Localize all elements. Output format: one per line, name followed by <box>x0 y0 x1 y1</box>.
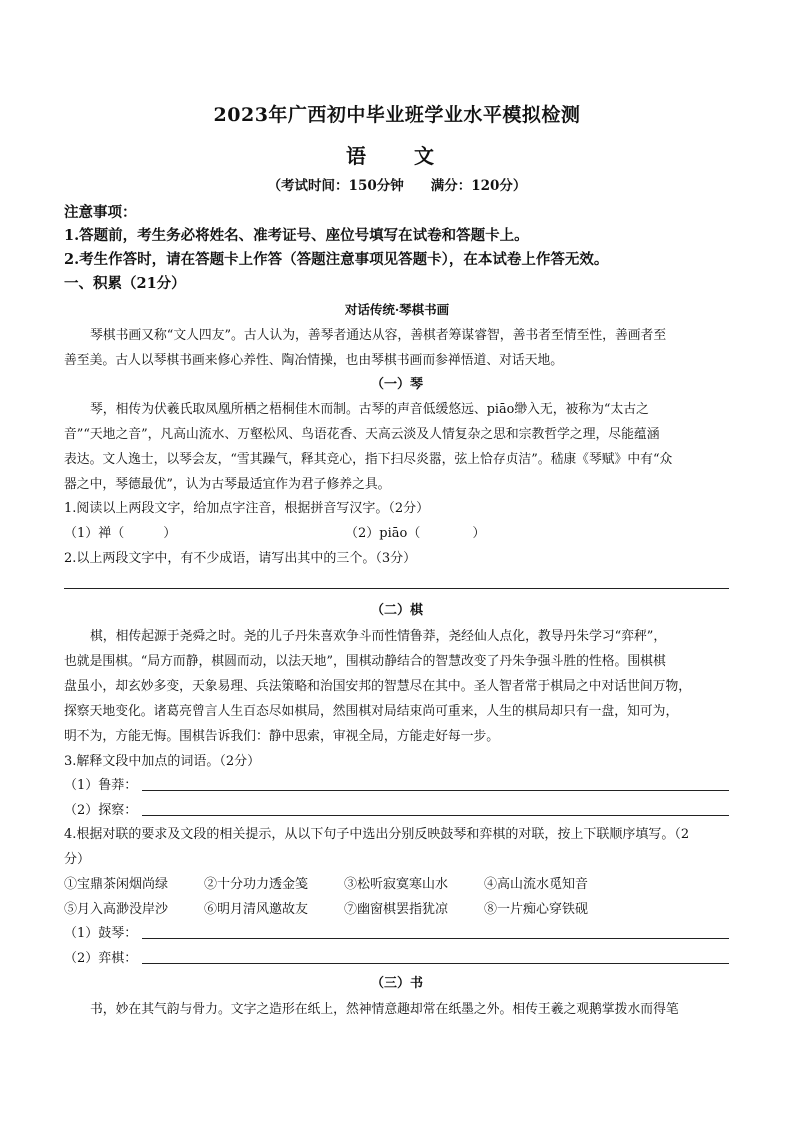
qi-text-line: 盘虽小，却玄妙多变，天象易理、兵法策略和治国安邦的智慧尽在其中。圣人智者常于棋局之中对话世间万物， <box>64 679 692 694</box>
article-title: 对话传统·琴棋书画 <box>344 302 450 317</box>
part-title-shu: （三）书 <box>370 976 423 991</box>
answer-line[interactable] <box>142 963 729 964</box>
question-4-b: （2）弈棋： <box>64 951 138 966</box>
part-title-qin: （一）琴 <box>370 377 423 392</box>
qi-text-line: 棋，相传起源于尧舜之时。尧的儿子丹朱喜欢争斗而性情鲁莽，尧经仙人点化，教导丹朱学习“弈秤”， <box>90 629 667 644</box>
qin-text-line: 琴，相传为伏羲氏取凤凰所栖之梧桐佳木而制。古琴的声音低缓悠远、piāo缈入无，被称为“太古之 <box>90 402 649 417</box>
answer-line[interactable] <box>142 815 729 816</box>
question-3: 3.解释文段中加点的词语。（2分） <box>64 754 261 769</box>
question-1-b: （2）piāo（ ） <box>345 526 486 541</box>
section-heading: 一、积累（21分） <box>64 275 186 292</box>
question-1-a: （1）禅（ ） <box>64 526 177 541</box>
notice-item: 1.答题前，考生务必将姓名、准考证号、座位号填写在试卷和答题卡上。 <box>64 227 529 244</box>
question-4: 4.根据对联的要求及文段的相关提示，从以下句子中选出分别反映鼓琴和弈棋的对联，按上下联顺序填写。（2 <box>64 827 690 842</box>
qin-text-line: 音”“天地之音”，凡高山流水、万壑松风、鸟语花香、天高云淡及人情复杂之思和宗教哲学之理，尽能蕴涵 <box>64 427 660 442</box>
couplet-option: ⑥明月清风邀故友 <box>204 902 309 917</box>
qi-text-line: 也就是围棋。“局方而静，棋圆而动，以法天地”，围棋动静结合的智慧改变了丹朱争强斗胜的性格。围棋棋 <box>64 654 666 669</box>
question-3-b: （2）探察： <box>64 803 138 818</box>
question-4-cont: 分） <box>64 852 91 867</box>
subject-title: 语 文 <box>346 144 448 168</box>
couplet-option: ⑦幽窗棋罢指犹凉 <box>344 902 449 917</box>
answer-line[interactable] <box>142 938 729 939</box>
exam-title: 2023年广西初中毕业班学业水平模拟检测 <box>213 104 581 126</box>
answer-line[interactable] <box>64 588 729 589</box>
intro-line: 善至美。古人以琴棋书画来修心养性、陶冶情操，也由琴棋书画而参禅悟道、对话天地。 <box>64 353 564 368</box>
notice-heading: 注意事项： <box>64 204 137 221</box>
question-3-a: （1）鲁莽： <box>64 778 138 793</box>
answer-line[interactable] <box>142 790 729 791</box>
couplet-option: ①宝鼎茶闲烟尚绿 <box>64 877 169 892</box>
qi-text-line: 明不为，方能无悔。围棋告诉我们：静中思索，审视全局，方能走好每一步。 <box>64 729 500 744</box>
couplet-option: ⑧一片痴心穿铁砚 <box>484 902 589 917</box>
question-1: 1.阅读以上两段文字，给加点字注音，根据拼音写汉字。（2分） <box>64 501 430 516</box>
shu-text-line: 书，妙在其气韵与骨力。文字之造形在纸上，然神情意趣却常在纸墨之外。相传王羲之观鹅掌拨水而得笔 <box>90 1002 679 1017</box>
qi-text-line: 探察天地变化。诸葛亮曾言人生百态尽如棋局，然围棋对局结束尚可重来，人生的棋局却只有一盘，知可为， <box>64 704 679 719</box>
couplet-option: ②十分功力透金笺 <box>204 877 309 892</box>
question-4-a: （1）鼓琴： <box>64 926 138 941</box>
notice-item: 2.考生作答时，请在答题卡上作答（答题注意事项见答题卡），在本试卷上作答无效。 <box>64 251 609 268</box>
qin-text-line: 表达。文人逸士，以琴会友，“雪其躁气，释其竞心，指下扫尽炎嚣，弦上恰存贞洁”。嵇康《琴赋》中有“众 <box>64 452 673 467</box>
exam-info: （考试时间：150分钟 满分：120分） <box>267 178 527 194</box>
part-title-qi: （二）棋 <box>370 603 423 618</box>
couplet-option: ④高山流水觅知音 <box>484 877 589 892</box>
couplet-option: ③松听寂寞寒山水 <box>344 877 449 892</box>
question-2: 2.以上两段文字中，有不少成语，请写出其中的三个。（3分） <box>64 551 417 566</box>
couplet-option: ⑤月入高渺没岸沙 <box>64 902 169 917</box>
intro-line: 琴棋书画又称“文人四友”。古人认为，善琴者通达从容，善棋者筹谋睿智，善书者至情至性，善画者至 <box>90 328 667 343</box>
qin-text-line: 器之中，琴德最优”，认为古琴最适宜作为君子修养之具。 <box>64 477 391 492</box>
